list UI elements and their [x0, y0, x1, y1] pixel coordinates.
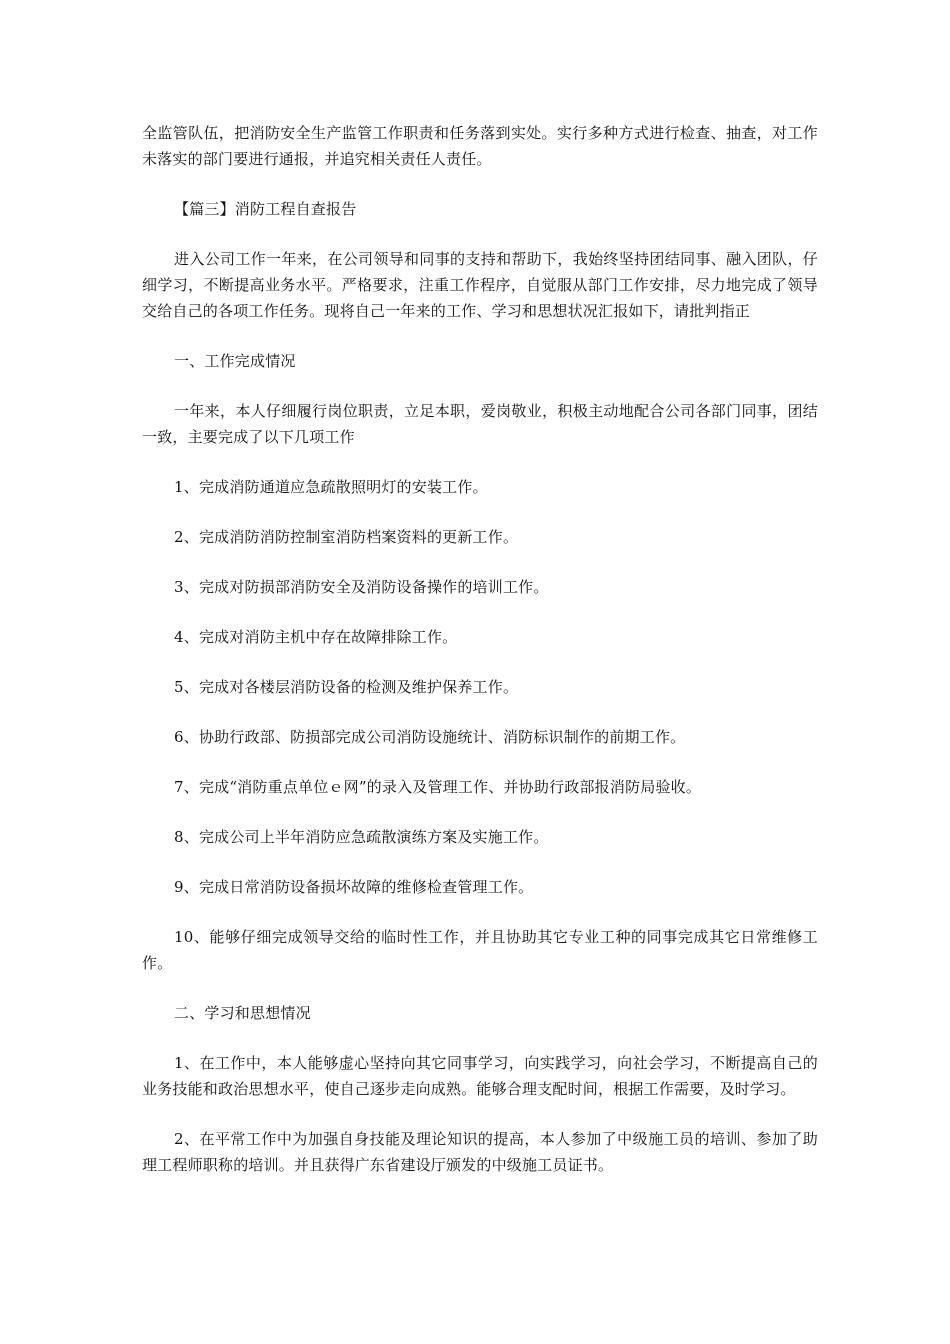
work-item-2: 2、完成消防消防控制室消防档案资料的更新工作。 [174, 528, 519, 546]
document-body [142, 120, 818, 1178]
work-item-8: 8、完成公司上半年消防应急疏散演练方案及实施工作。 [174, 828, 549, 846]
study-item-1: 1、在工作中，本人能够虚心坚持向其它同事学习，向实践学习，向社会学习，不断提高自己的业务技能和政治思想水平，使自己逐步走向成熟。能够合理支配时间，根据工作需要，及时学习。 [142, 1054, 818, 1098]
work-item-4: 4、完成对消防主机中存在故障排除工作。 [174, 628, 458, 646]
work-item-5: 5、完成对各楼层消防设备的检测及维护保养工作。 [174, 678, 519, 696]
work-item-6: 6、协助行政部、防损部完成公司消防设施统计、消防标识制作的前期工作。 [174, 728, 686, 746]
paragraph-continuation: 全监管队伍，把消防安全生产监管工作职责和任务落到实处。实行多种方式进行检查、抽查，对工作未落实的部门要进行通报，并追究相关责任人责任。 [142, 124, 818, 168]
work-item-3: 3、完成对防损部消防安全及消防设备操作的培训工作。 [174, 578, 549, 596]
work-summary-paragraph: 一年来，本人仔细履行岗位职责，立足本职，爱岗敬业，积极主动地配合公司各部门同事，团结一致，主要完成了以下几项工作 [142, 402, 818, 446]
heading-study-and-thought: 二、学习和思想情况 [174, 1004, 311, 1022]
section-heading-part-three: 【篇三】消防工程自查报告 [174, 200, 357, 218]
study-item-2: 2、在平常工作中为加强自身技能及理论知识的提高，本人参加了中级施工员的培训、参加了助理工程师职称的培训。并且获得广东省建设厅颁发的中级施工员证书。 [142, 1130, 818, 1174]
heading-work-completion: 一、工作完成情况 [174, 352, 296, 370]
work-item-9: 9、完成日常消防设备损坏故障的维修检查管理工作。 [174, 878, 534, 896]
work-item-10: 10、能够仔细完成领导交给的临时性工作，并且协助其它专业工种的同事完成其它日常维修工作。 [142, 928, 818, 972]
work-item-7: 7、完成“消防重点单位ｅ网”的录入及管理工作、并协助行政部报消防局验收。 [174, 778, 702, 796]
intro-paragraph: 进入公司工作一年来，在公司领导和同事的支持和帮助下，我始终坚持团结同事、融入团队，仔细学习，不断提高业务水平。严格要求，注重工作程序，自觉服从部门工作安排，尽力地完成了领导交给自己的各项工作任务。现将自己一年来的工作、学习和思想状况汇报如下，请批判指正 [142, 250, 818, 320]
work-item-1: 1、完成消防通道应急疏散照明灯的安装工作。 [174, 478, 488, 496]
